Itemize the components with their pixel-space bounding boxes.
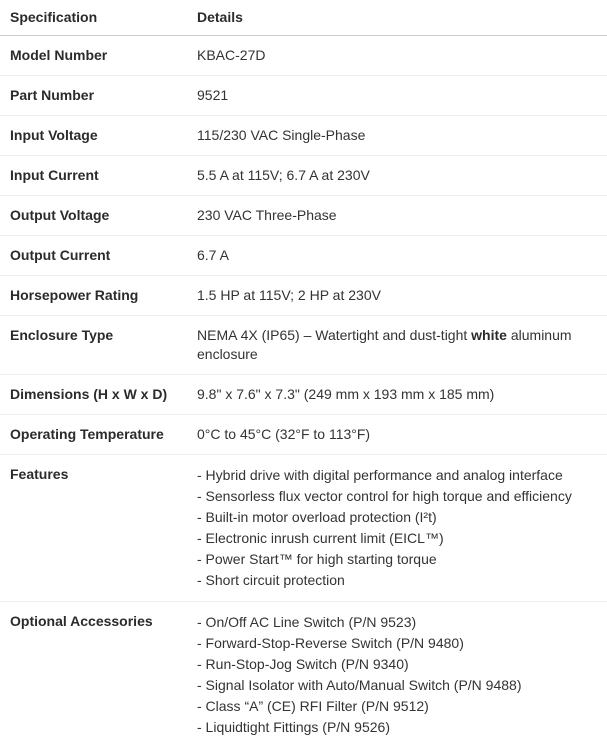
spec-value: 115/230 VAC Single-Phase	[197, 127, 366, 143]
spec-label: Model Number	[10, 47, 108, 63]
enclosure-text-suffix: aluminum enclosure	[197, 327, 572, 362]
row-output-voltage	[0, 196, 607, 236]
spec-value: 9.8" x 7.6" x 7.3" (249 mm x 193 mm x 185 mm)	[197, 386, 495, 402]
enclosure-text-bold: white	[471, 327, 507, 343]
row-features	[0, 455, 607, 602]
column-header-specification: Specification	[10, 9, 98, 25]
row-model-number	[0, 36, 607, 76]
spec-value: KBAC-27D	[197, 47, 266, 63]
spec-value: 6.7 A	[197, 247, 229, 263]
accessory-item: - Forward-Stop-Reverse Switch (P/N 9480)	[197, 635, 464, 651]
feature-item: - Power Start™ for high starting torque	[197, 551, 437, 567]
row-part-number	[0, 76, 607, 116]
accessory-item: - Class “A” (CE) RFI Filter (P/N 9512)	[197, 698, 429, 714]
spec-label: Input Voltage	[10, 127, 98, 143]
spec-value: 5.5 A at 115V; 6.7 A at 230V	[197, 167, 370, 183]
feature-item: - Short circuit protection	[197, 572, 345, 588]
row-optional-accessories	[0, 602, 607, 748]
feature-item: - Sensorless flux vector control for high torque and efficiency	[197, 488, 572, 504]
spec-label: Horsepower Rating	[10, 287, 139, 303]
spec-value: 0°C to 45°C (32°F to 113°F)	[197, 426, 371, 442]
row-enclosure-type	[0, 316, 607, 375]
table-header-row	[0, 0, 607, 36]
feature-item: - Hybrid drive with digital performance and analog interface	[197, 467, 563, 483]
spec-label: Output Voltage	[10, 207, 110, 223]
row-input-voltage	[0, 116, 607, 156]
accessory-item: - Signal Isolator with Auto/Manual Switch (P/N 9488)	[197, 677, 522, 693]
spec-value	[197, 326, 607, 364]
row-input-current	[0, 156, 607, 196]
spec-value: 9521	[197, 87, 229, 103]
spec-value: 230 VAC Three-Phase	[197, 207, 337, 223]
row-dimensions	[0, 375, 607, 415]
spec-value	[197, 612, 607, 738]
row-output-current	[0, 236, 607, 276]
column-header-details: Details	[197, 9, 243, 25]
spec-label: Operating Temperature	[10, 426, 164, 442]
spec-value	[197, 465, 607, 591]
accessory-item: - Liquidtight Fittings (P/N 9526)	[197, 719, 390, 735]
spec-label: Input Current	[10, 167, 99, 183]
feature-item: - Electronic inrush current limit (EICL™)	[197, 530, 444, 546]
spec-label: Enclosure Type	[10, 327, 114, 343]
spec-label: Features	[10, 466, 69, 482]
accessory-item: - On/Off AC Line Switch (P/N 9523)	[197, 614, 417, 630]
spec-label: Output Current	[10, 247, 111, 263]
spec-label: Optional Accessories	[10, 613, 153, 629]
accessories-list	[197, 612, 601, 738]
row-horsepower-rating	[0, 276, 607, 316]
row-operating-temperature	[0, 415, 607, 455]
spec-label: Part Number	[10, 87, 95, 103]
feature-item: - Built-in motor overload protection (I²t)	[197, 509, 437, 525]
enclosure-text-prefix: NEMA 4X (IP65) – Watertight and dust-tight	[197, 327, 472, 343]
spec-value: 1.5 HP at 115V; 2 HP at 230V	[197, 287, 381, 303]
spec-label: Dimensions (H x W x D)	[10, 386, 168, 402]
features-list	[197, 465, 601, 591]
accessory-item: - Run-Stop-Jog Switch (P/N 9340)	[197, 656, 409, 672]
